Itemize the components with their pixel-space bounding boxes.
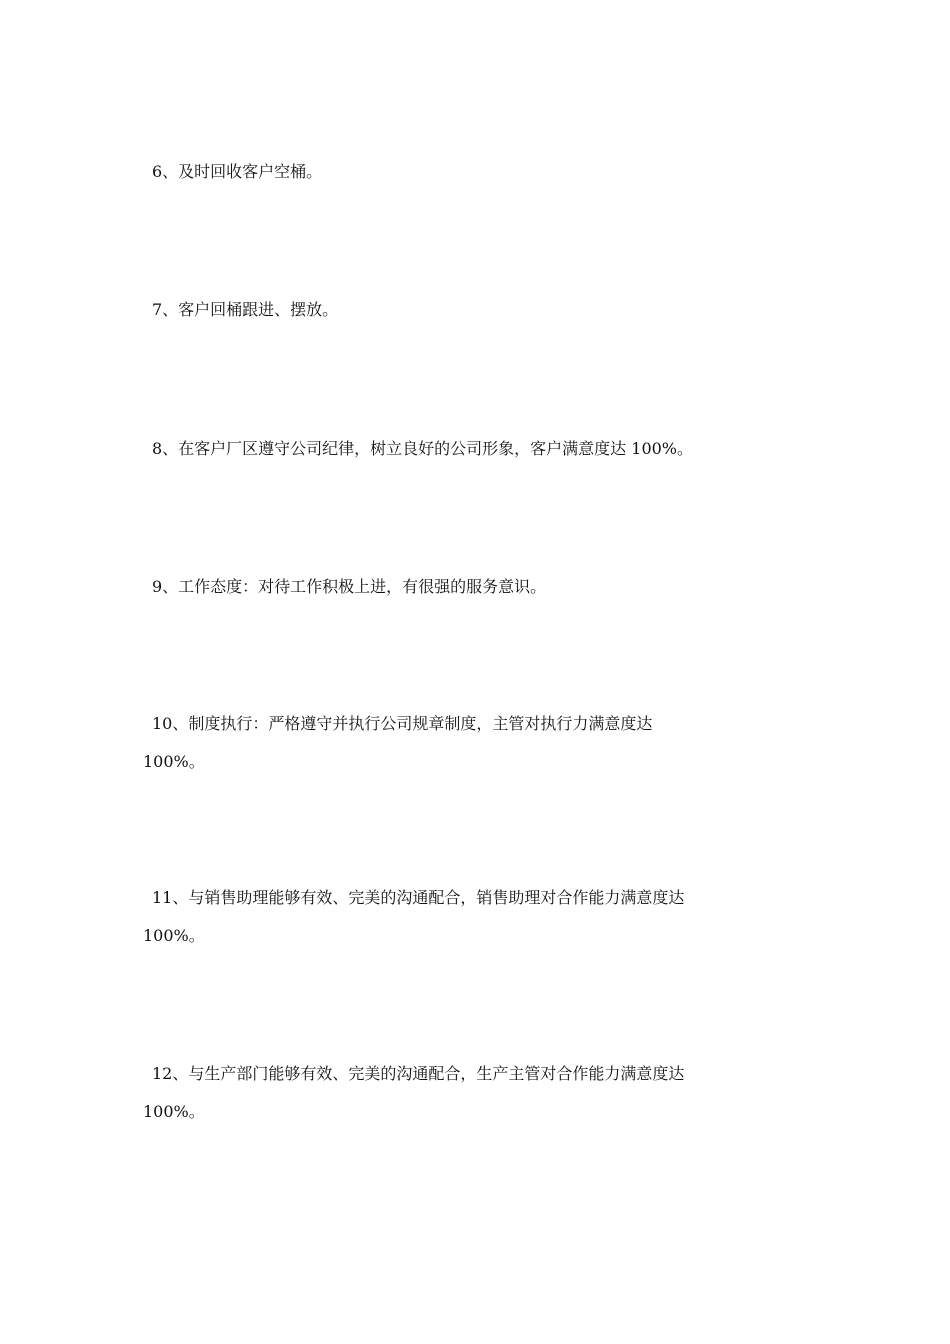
list-item [143,879,803,955]
list-item [143,568,803,606]
list-item-text: 12、与生产部门能够有效、完美的沟通配合，生产主管对合作能力满意度达 [152,1064,685,1083]
list-item-text: 11、与销售助理能够有效、完美的沟通配合，销售助理对合作能力满意度达 [152,888,685,907]
list-item-text: 10、制度执行：严格遵守并执行公司规章制度，主管对执行力满意度达 [152,714,653,733]
list-item-text: 7、客户回桶跟进、摆放。 [152,300,339,319]
list-item-continuation: 100%。 [143,752,205,771]
list-item-text: 9、工作态度：对待工作积极上进，有很强的服务意识。 [152,577,547,596]
list-item [143,430,803,468]
list-item [143,291,803,329]
list-item [143,705,803,781]
list-item-continuation: 100%。 [143,926,205,945]
list-item [143,1055,803,1131]
list-item-continuation: 100%。 [143,1102,205,1121]
list-item-text: 6、及时回收客户空桶。 [152,162,323,181]
list-item-text: 8、在客户厂区遵守公司纪律，树立良好的公司形象，客户满意度达 100%。 [152,439,694,458]
list-item [143,153,803,191]
